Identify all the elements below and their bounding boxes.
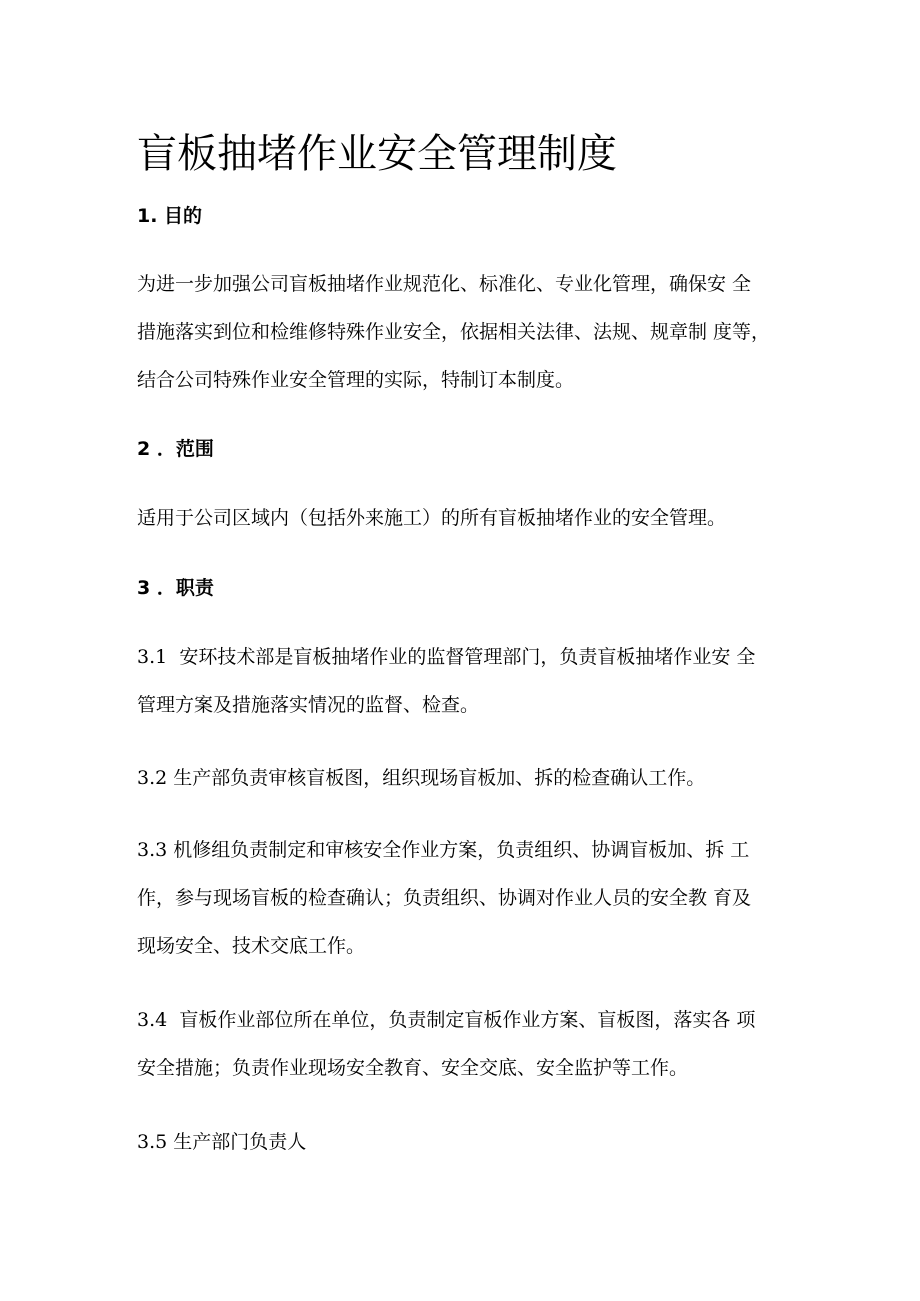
item-text: 生产部负责审核盲板图，组织现场盲板加、拆的检查确认工作。 [173,767,706,789]
item-text: 机修组负责制定和审核安全作业方案，负责组织、协调盲板加、拆 工 [173,839,750,861]
item-number: 3.2 [137,767,168,789]
item-text: 安全措施；负责作业现场安全教育、安全交底、安全监护等工作。 [137,1057,689,1079]
item-number: 3.1 [137,646,168,668]
section-paragraph-purpose [137,260,787,404]
item-number: 3.5 [137,1131,168,1153]
item-text: 作，参与现场盲板的检查确认；负责组织、协调对作业人员的安全教 育及 [137,887,752,909]
responsibility-item-3-4 [137,996,787,1092]
responsibility-item-3-3 [137,826,787,970]
section-heading-scope: 2 ．范围 [137,438,214,460]
paragraph-line: 为进一步加强公司盲板抽堵作业规范化、标准化、专业化管理，确保安 全 [137,273,752,295]
paragraph-line: 结合公司特殊作业安全管理的实际，特制订本制度。 [137,369,575,391]
item-text: 安环技术部是盲板抽堵作业的监督管理部门，负责盲板抽堵作业安 全 [179,646,756,668]
item-number: 3.3 [137,839,168,861]
responsibility-item-3-5 [137,1118,787,1166]
document-title: 盲板抽堵作业安全管理制度 [137,131,617,177]
section-heading-purpose: 1. 目的 [137,205,203,227]
section-heading-responsibilities: 3 ．职责 [137,577,214,599]
section-paragraph-scope [137,494,787,542]
item-text: 生产部门负责人 [173,1131,307,1153]
item-text: 现场安全、技术交底工作。 [137,935,366,957]
paragraph-line: 措施落实到位和检维修特殊作业安全，依据相关法律、法规、规章制 度等， [137,321,771,343]
item-text: 管理方案及措施落实情况的监督、检查。 [137,694,480,716]
responsibility-item-3-1 [137,633,787,729]
responsibility-item-3-2 [137,754,787,802]
paragraph-line: 适用于公司区域内（包括外来施工）的所有盲板抽堵作业的安全管理。 [137,507,727,529]
item-number: 3.4 [137,1009,168,1031]
item-text: 盲板作业部位所在单位，负责制定盲板作业方案、盲板图，落实各 项 [179,1009,756,1031]
